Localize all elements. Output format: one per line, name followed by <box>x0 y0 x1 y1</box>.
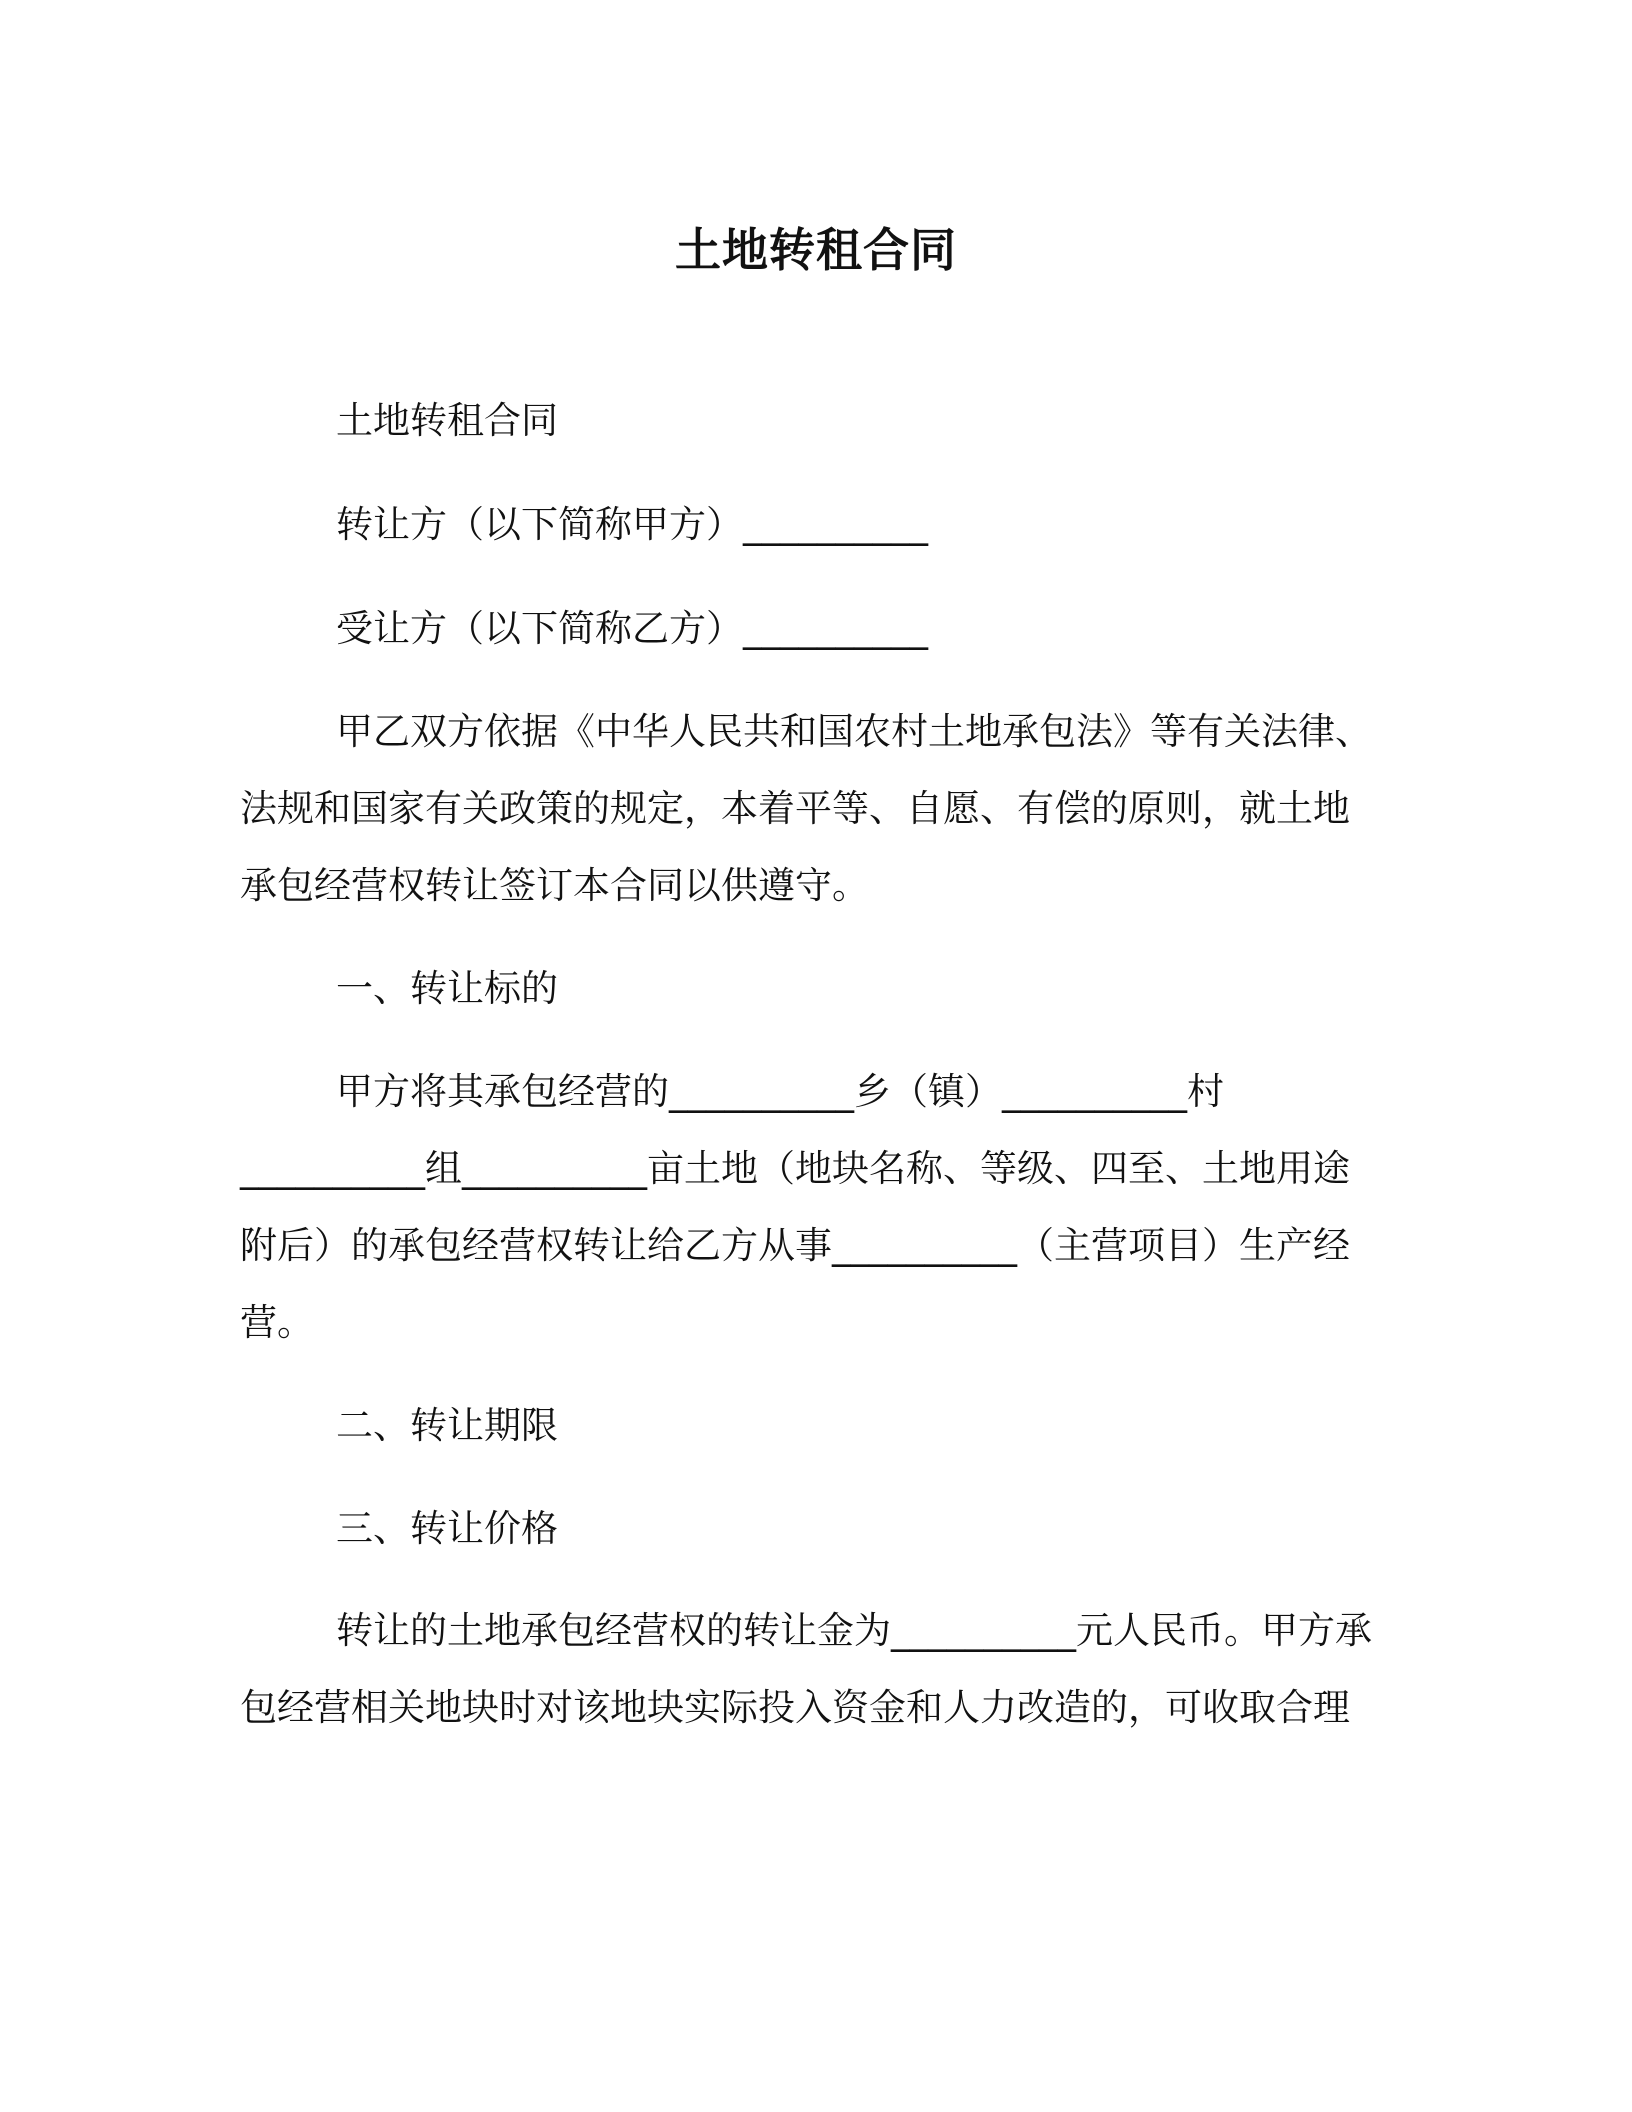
paragraph-line: 三、转让价格 <box>336 1507 558 1550</box>
paragraph-line: 受让方（以下简称乙方）__________ <box>336 607 928 650</box>
paragraph-transferee <box>240 590 1380 667</box>
paragraph-line: 承包经营权转让签订本合同以供遵守。 <box>240 864 869 907</box>
paragraph-transferor <box>240 486 1380 563</box>
paragraph-line: 土地转租合同 <box>336 399 558 442</box>
paragraph-line: 甲乙双方依据《中华人民共和国农村土地承包法》等有关法律、 <box>336 710 1372 753</box>
section-heading-2 <box>240 1387 1380 1464</box>
paragraph-line: __________组__________亩土地（地块名称、等级、四至、土地用途 <box>240 1147 1350 1190</box>
paragraph-line: 一、转让标的 <box>336 967 558 1010</box>
paragraph-line: 营。 <box>240 1301 314 1344</box>
paragraph-transfer-price <box>240 1592 1380 1746</box>
document-title: 土地转租合同 <box>675 223 957 277</box>
section-heading-1 <box>240 950 1380 1027</box>
paragraph-line: 法规和国家有关政策的规定，本着平等、自愿、有偿的原则，就土地 <box>240 787 1350 830</box>
paragraph-line: 甲方将其承包经营的__________乡（镇）__________村 <box>336 1070 1224 1113</box>
paragraph-line: 转让的土地承包经营权的转让金为__________元人民币。甲方承 <box>336 1609 1372 1652</box>
section-heading-3 <box>240 1490 1380 1567</box>
paragraph-subtitle <box>240 382 1380 459</box>
paragraph-line: 包经营相关地块时对该地块实际投入资金和人力改造的，可收取合理 <box>240 1686 1350 1729</box>
paragraph-line: 转让方（以下简称甲方）__________ <box>336 503 928 546</box>
paragraph-line: 附后）的承包经营权转让给乙方从事__________（主营项目）生产经 <box>240 1224 1350 1267</box>
paragraph-line: 二、转让期限 <box>336 1404 558 1447</box>
paragraph-preamble <box>240 693 1380 924</box>
paragraph-transfer-subject <box>240 1053 1380 1361</box>
